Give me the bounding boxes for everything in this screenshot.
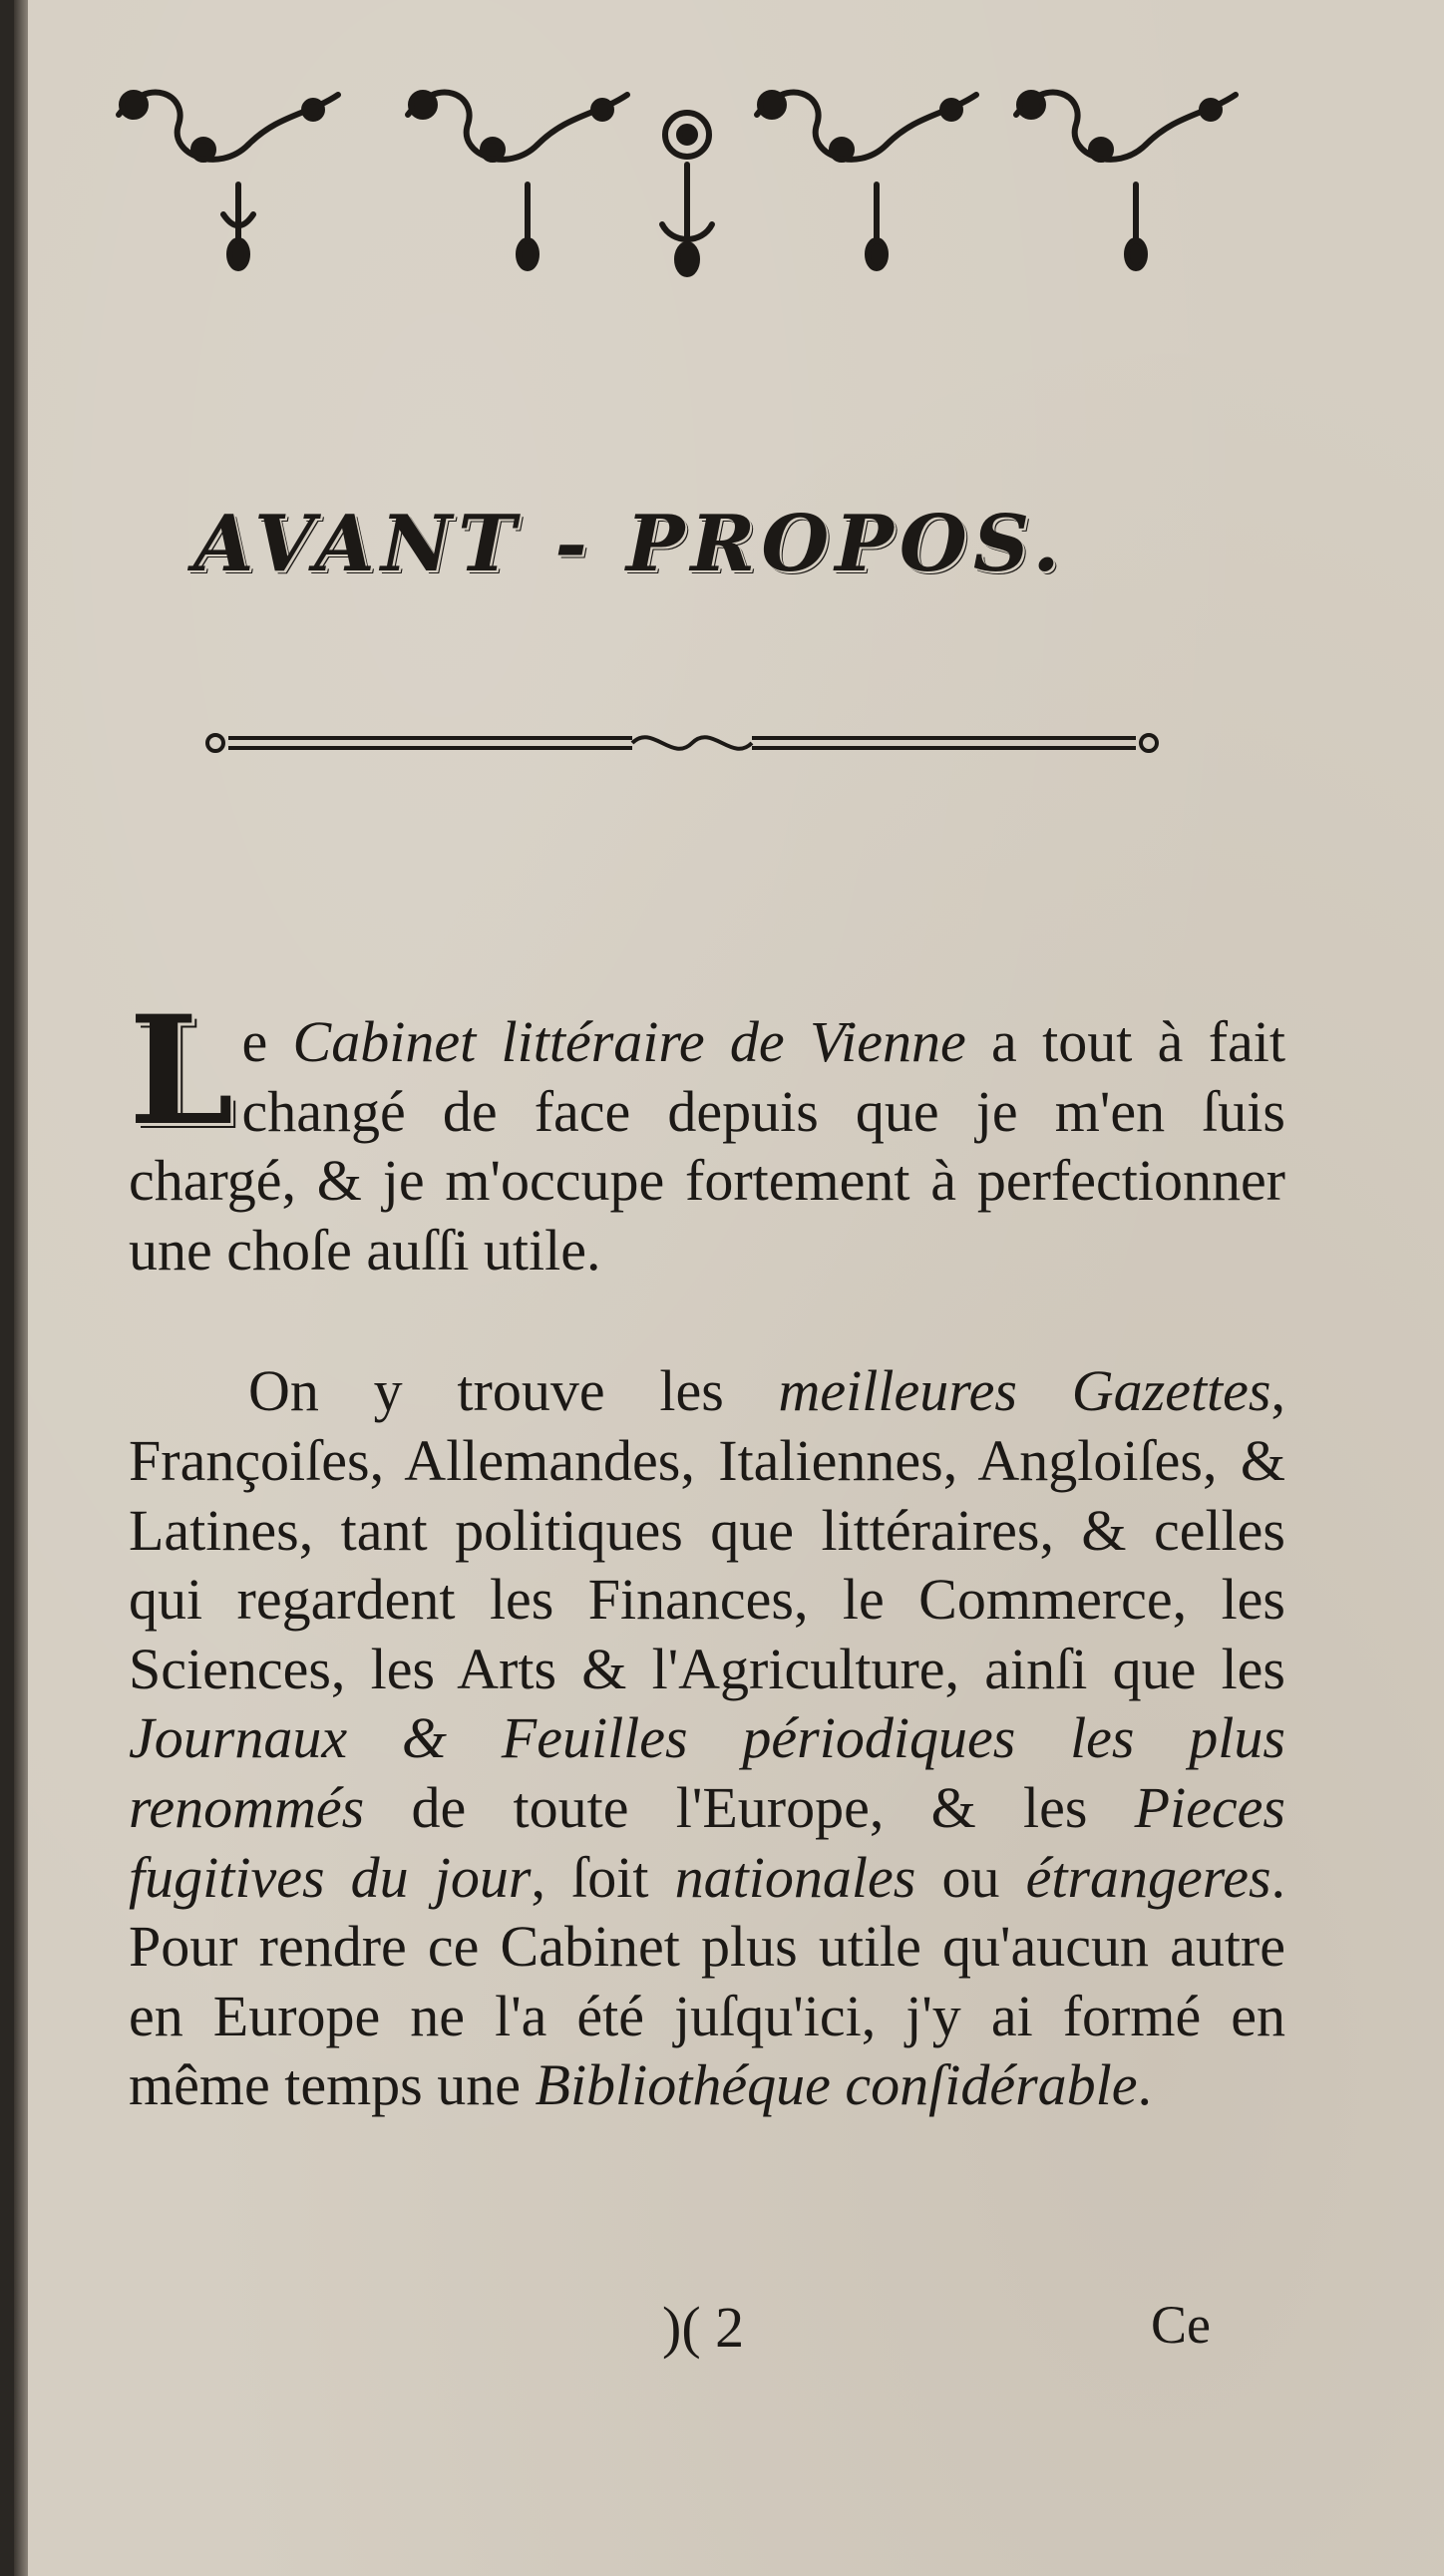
text-run: On y trouve les xyxy=(248,1358,779,1424)
body-text xyxy=(129,983,1286,2120)
text-run: Cabinet littéraire de Vienne xyxy=(292,1009,966,1074)
text-run: étrangeres xyxy=(1025,1844,1271,1910)
text-run: , ſoit xyxy=(531,1844,675,1910)
text-run: . Pour rendre ce Cabinet plus utile qu'aucun autre en Europe ne l'a été juſqu'ici, j'y ai formé en même temps une xyxy=(129,1844,1286,2118)
text-run: . xyxy=(1137,2052,1153,2118)
text-run: Pieces fugitives du jour xyxy=(129,1774,1285,1910)
ornament-unit xyxy=(119,93,338,268)
floral-headpiece-ornament xyxy=(109,75,1265,294)
ornament-unit xyxy=(408,93,627,268)
catchword: Ce xyxy=(1151,2295,1211,2355)
signature-mark: )( 2 xyxy=(662,2295,745,2360)
paragraph-1 xyxy=(129,983,1285,1285)
text-run: Journaux & Feuilles périodiques les plus renommés xyxy=(129,1705,1285,1840)
drop-cap: L xyxy=(129,983,234,1159)
paragraph-2 xyxy=(129,1356,1285,2120)
center-rosette xyxy=(662,113,712,274)
ornament-unit xyxy=(1016,93,1236,268)
page-title: AVANT - PROPOS. xyxy=(193,499,1066,589)
ornament-unit xyxy=(757,93,976,268)
text-run: a tout à fait changé de face depuis que je m'en ſuis chargé, & je m'occupe fortement à perfectionner une choſe auſſi utile. xyxy=(129,1009,1285,1283)
page-binding-edge xyxy=(14,0,28,2576)
text-run: meilleures Gazettes xyxy=(778,1358,1271,1424)
decorative-rule xyxy=(203,718,1161,768)
document-page xyxy=(14,0,1444,2576)
text-run: ou xyxy=(915,1844,1026,1910)
text-run: nationales xyxy=(674,1844,916,1910)
text-run: e xyxy=(241,1009,293,1074)
text-run: , Françoiſes, Allemandes, Italiennes, Angloiſes, & Latines, tant politiques que littéraires, & celles qui regardent les Finances, le Commerce, les Sciences, les Arts & l'Agriculture, ainſi que les xyxy=(129,1358,1285,1701)
text-run: Bibliothéque conſidérable xyxy=(535,2052,1138,2118)
text-run: de toute l'Europe, & les xyxy=(364,1774,1135,1840)
